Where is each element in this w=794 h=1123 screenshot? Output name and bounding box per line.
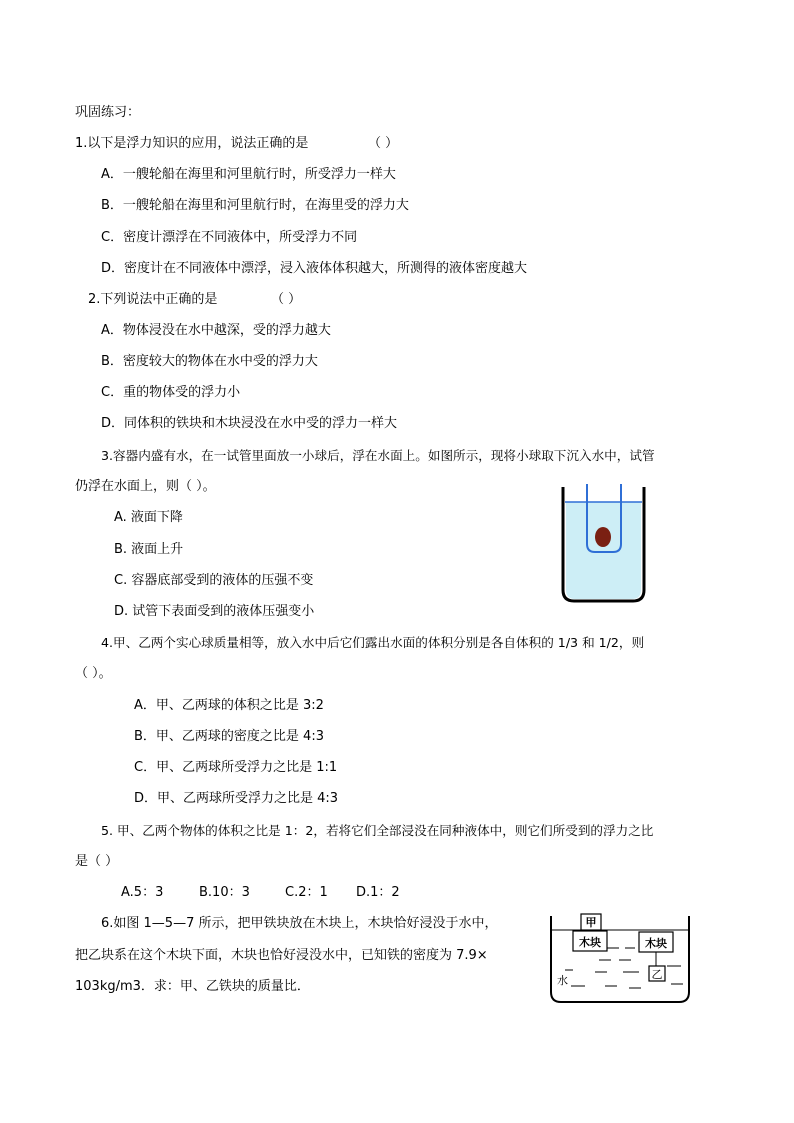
q5-option-b: B.10：3 <box>199 885 250 900</box>
q2-stem: 2.下列说法中正确的是 <box>88 292 218 307</box>
q1-option-b: B．一艘轮船在海里和河里航行时，在海里受的浮力大 <box>101 198 409 213</box>
q4-option-a: A．甲、乙两球的体积之比是 3:2 <box>134 698 324 713</box>
q1-answer-paren: （ ） <box>368 136 399 151</box>
q3-stem-line2: 仍浮在水面上，则（ ）。 <box>75 479 216 494</box>
q3-stem-line1: 3.容器内盛有水，在一试管里面放一小球后，浮在水面上。如图所示，现将小球取下沉入水中，试管 <box>101 448 655 463</box>
q6-text-line1: 6.如图 1—5—7 所示，把甲铁块放在木块上，木块恰好浸没于水中， <box>101 916 498 931</box>
small-ball <box>595 527 611 547</box>
section-heading: 巩固练习： <box>75 105 141 120</box>
q5-option-d: D.1：2 <box>356 885 400 900</box>
q4-stem-line2: （ ）。 <box>75 666 112 681</box>
q6-blocks-figure <box>547 910 697 1006</box>
q3-container-figure <box>556 482 654 604</box>
q6-text-line3: 103kg/m3．求：甲、乙铁块的质量比． <box>75 979 310 994</box>
q1-option-c: C．密度计漂浮在不同液体中，所受浮力不同 <box>101 230 358 245</box>
q1-option-d: D．密度计在不同液体中漂浮，浸入液体体积越大，所测得的液体密度越大 <box>101 261 528 276</box>
q3-option-a: A. 液面下降 <box>114 510 183 525</box>
q1-stem: 1.以下是浮力知识的应用，说法正确的是 <box>75 136 309 151</box>
q6-text-line2: 把乙块系在这个木块下面，木块也恰好浸没水中，已知铁的密度为 7.9× <box>75 948 488 963</box>
water-body <box>566 502 641 599</box>
label-water: 水 <box>557 974 568 987</box>
q3-option-b: B. 液面上升 <box>114 542 184 557</box>
q4-stem-line1: 4.甲、乙两个实心球质量相等，放入水中后它们露出水面的体积分别是各自体积的 1/3 和 1/2，则 <box>101 635 645 650</box>
q5-stem-line2: 是（ ） <box>75 854 119 869</box>
q4-option-b: B．甲、乙两球的密度之比是 4:3 <box>134 729 324 744</box>
q2-option-a: A．物体浸没在水中越深，受的浮力越大 <box>101 323 331 338</box>
q2-option-c: C．重的物体受的浮力小 <box>101 385 241 400</box>
q2-option-b: B．密度较大的物体在水中受的浮力大 <box>101 354 318 369</box>
label-jia: 甲 <box>585 916 597 929</box>
q1-option-a: A．一艘轮船在海里和河里航行时，所受浮力一样大 <box>101 167 396 182</box>
q5-stem-line1: 5. 甲、乙两个物体的体积之比是 1：2，若将它们全部浸没在同种液体中，则它们所受到的浮力之比 <box>101 823 654 838</box>
q3-option-d: D. 试管下表面受到的液体压强变小 <box>114 604 315 619</box>
label-block-right: 木块 <box>645 937 667 950</box>
q3-option-c: C. 容器底部受到的液体的压强不变 <box>114 573 314 588</box>
label-block-left: 木块 <box>579 936 601 949</box>
q4-option-c: C．甲、乙两球所受浮力之比是 1:1 <box>134 760 338 775</box>
tank-wall <box>551 916 689 1002</box>
q4-option-d: D．甲、乙两球所受浮力之比是 4:3 <box>134 791 339 806</box>
q5-option-a: A.5：3 <box>121 885 164 900</box>
q2-answer-paren: （ ） <box>271 292 302 307</box>
label-yi: 乙 <box>651 968 663 981</box>
q5-option-c: C.2：1 <box>285 885 328 900</box>
q2-option-d: D．同体积的铁块和木块浸没在水中受的浮力一样大 <box>101 416 398 431</box>
